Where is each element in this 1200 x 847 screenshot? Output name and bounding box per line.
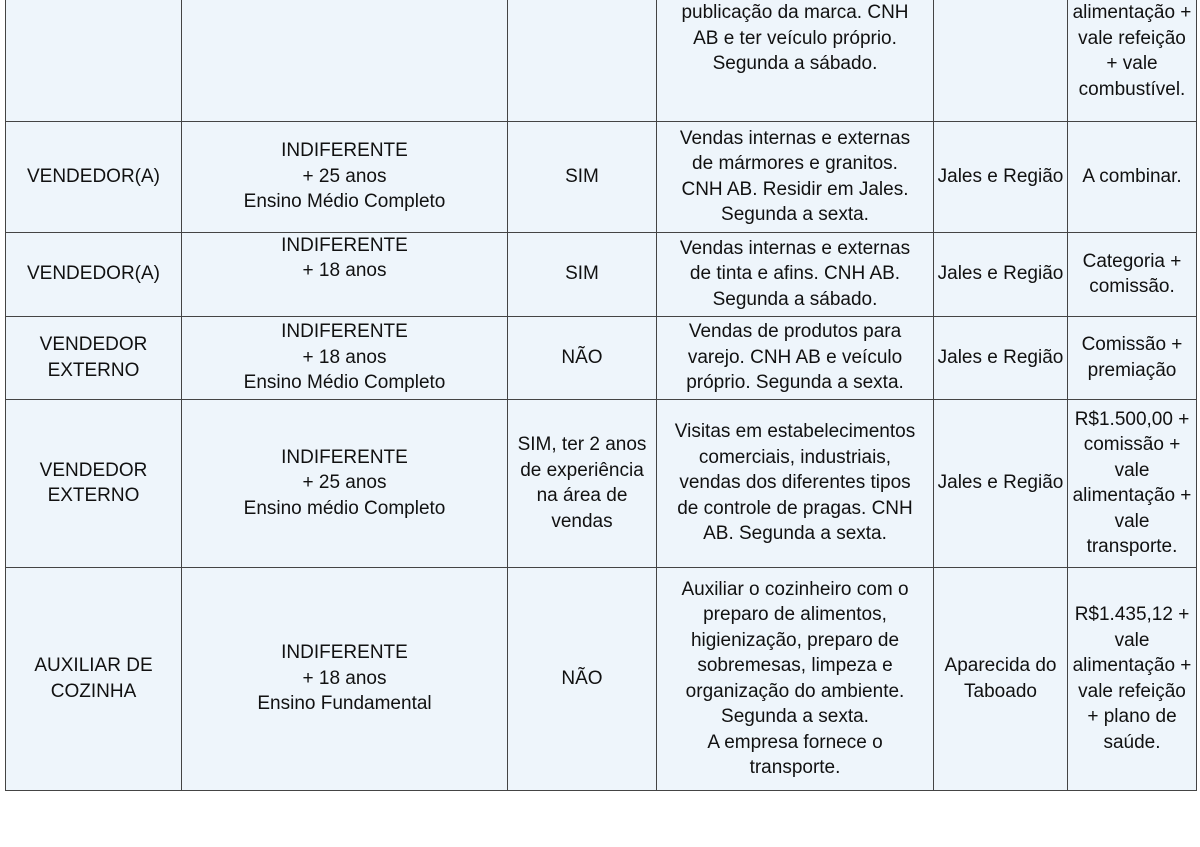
local-text-line: Jales e Região [937,346,1064,368]
cargo-text-line: COZINHA [50,680,137,702]
descricao-cell [657,316,934,399]
descricao-text-line: CNH AB. Residir em Jales. [681,178,909,200]
salario-text-line: Comissão + [1081,334,1183,355]
salario-text-line: comissão + [1083,434,1181,455]
local-cell [934,316,1068,399]
experiencia-text-line: de experiência [520,459,644,481]
descricao-cell [657,0,934,121]
cargo-text-line: VENDEDOR(A) [26,263,160,285]
salario-text-line: comissão. [1089,276,1175,297]
salario-text-line: vale [1114,459,1150,481]
cargo-cell [6,316,182,399]
descricao-text-line: de controle de pragas. CNH [677,497,913,519]
descricao-text-line: Visitas em estabelecimentos [674,421,916,443]
requisitos-text-line: + 18 anos [302,346,387,368]
descricao-text-line: de mármores e granitos. [692,153,898,174]
salario-cell [1068,399,1197,567]
cargo-text-line: VENDEDOR(A) [26,165,160,187]
local-cell [934,399,1068,567]
descricao-text-line: higienização, preparo de [690,629,900,651]
experiencia-text-line: SIM [565,263,599,285]
requisitos-text-line: + 25 anos [302,165,387,187]
requisitos-cell [182,399,508,567]
descricao-text-line: próprio. Segunda a sexta. [686,372,904,394]
local-cell [934,0,1068,121]
table-row [6,121,1197,232]
salario-text-line: + vale [1106,53,1158,74]
experiencia-text-line: SIM, ter 2 anos [517,434,647,455]
descricao-text-line: Vendas internas e externas [679,127,911,149]
requisitos-text-line: INDIFERENTE [281,642,408,664]
salario-text-line: R$1.435,12 + [1074,604,1190,625]
descricao-cell [657,121,934,232]
salario-text-line: premiação [1087,359,1177,381]
salario-text-line: A combinar. [1082,165,1182,187]
cargo-text-line: VENDEDOR [39,459,148,481]
requisitos-text-line: INDIFERENTE [281,140,408,162]
job-listings-table [5,0,1197,791]
descricao-text-line: AB e ter veículo próprio. [693,27,897,49]
salario-text-line: vale refeição [1078,680,1186,702]
local-text-line: Aparecida do [944,655,1057,676]
table-row [6,232,1197,316]
descricao-text-line: publicação da marca. CNH [681,2,909,23]
descricao-text-line: comerciais, industriais, [698,446,892,468]
salario-text-line: saúde. [1103,731,1161,753]
table-row [6,316,1197,399]
requisitos-text-line: INDIFERENTE [281,446,408,468]
requisitos-text-line: + 18 anos [302,667,387,689]
salario-text-line: vale refeição [1078,27,1186,49]
experiencia-cell [508,0,657,121]
experiencia-cell [508,316,657,399]
salario-text-line: R$1.500,00 + [1074,408,1190,430]
salario-text-line: vale [1114,510,1150,532]
local-cell [934,232,1068,316]
experiencia-text-line: vendas [551,510,613,532]
salario-cell [1068,316,1197,399]
cargo-cell [6,121,182,232]
descricao-text-line: Auxiliar o cozinheiro com o [681,578,909,600]
requisitos-cell [182,316,508,399]
salario-text-line: alimentação + [1072,485,1192,506]
descricao-cell [657,567,934,790]
requisitos-cell [182,232,508,316]
table-row [6,567,1197,790]
descricao-text-line: Segunda a sábado. [712,53,878,74]
requisitos-text-line: + 25 anos [302,472,387,494]
requisitos-text-line: Ensino Médio Completo [243,191,446,213]
experiencia-cell [508,567,657,790]
descricao-text-line: de tinta e afins. CNH AB. [689,263,901,285]
requisitos-text-line: + 18 anos [302,260,387,281]
table-row [6,0,1197,121]
local-text-line: Taboado [964,680,1037,702]
salario-cell [1068,121,1197,232]
local-cell [934,567,1068,790]
cargo-cell [6,399,182,567]
descricao-text-line: Segunda a sexta. [721,204,869,225]
experiencia-text-line: SIM [565,165,599,187]
requisitos-cell [182,121,508,232]
cargo-text-line: VENDEDOR [39,334,148,355]
salario-text-line: transporte. [1086,536,1178,557]
requisitos-text-line: INDIFERENTE [281,321,408,343]
salario-text-line: vale [1114,629,1150,651]
experiencia-text-line: na área de [536,485,628,506]
requisitos-text-line: Ensino Fundamental [257,693,432,715]
descricao-text-line: varejo. CNH AB e veículo [687,346,903,368]
experiencia-cell [508,121,657,232]
descricao-text-line: transporte. [749,757,841,778]
salario-text-line: alimentação + [1072,655,1192,676]
local-text-line: Jales e Região [937,165,1064,187]
requisitos-text-line: Ensino Médio Completo [243,372,446,394]
descricao-text-line: Segunda a sexta. [721,706,869,727]
salario-text-line: + plano de [1087,706,1177,727]
requisitos-cell [182,0,508,121]
descricao-text-line: vendas dos diferentes tipos [679,472,911,494]
descricao-text-line: Segunda a sábado. [712,288,878,310]
descricao-text-line: Vendas de produtos para [688,321,902,343]
local-text-line: Jales e Região [937,263,1064,285]
descricao-text-line: AB. Segunda a sexta. [703,523,887,545]
salario-cell [1068,567,1197,790]
experiencia-text-line: NÃO [561,346,603,368]
descricao-cell [657,399,934,567]
descricao-text-line: Vendas internas e externas [679,237,911,259]
cargo-cell [6,567,182,790]
requisitos-text-line: Ensino médio Completo [243,497,446,519]
experiencia-cell [508,399,657,567]
local-cell [934,121,1068,232]
salario-cell [1068,232,1197,316]
experiencia-cell [508,232,657,316]
descricao-text-line: A empresa fornece o [707,731,883,753]
salario-text-line: Categoria + [1082,250,1182,272]
requisitos-text-line: INDIFERENTE [281,234,408,256]
descricao-text-line: sobremesas, limpeza e [697,655,893,676]
table-row [6,399,1197,567]
cargo-text-line: EXTERNO [47,359,140,381]
salario-text-line: combustível. [1078,78,1186,100]
salario-cell [1068,0,1197,121]
local-text-line: Jales e Região [937,472,1064,494]
cargo-cell [6,0,182,121]
requisitos-cell [182,567,508,790]
cargo-cell [6,232,182,316]
cargo-text-line: EXTERNO [47,485,140,506]
salario-text-line: alimentação + [1072,2,1192,23]
experiencia-text-line: NÃO [561,667,603,689]
descricao-text-line: preparo de alimentos, [703,604,887,625]
descricao-cell [657,232,934,316]
cargo-text-line: AUXILIAR DE [34,655,153,676]
descricao-text-line: organização do ambiente. [685,680,905,702]
